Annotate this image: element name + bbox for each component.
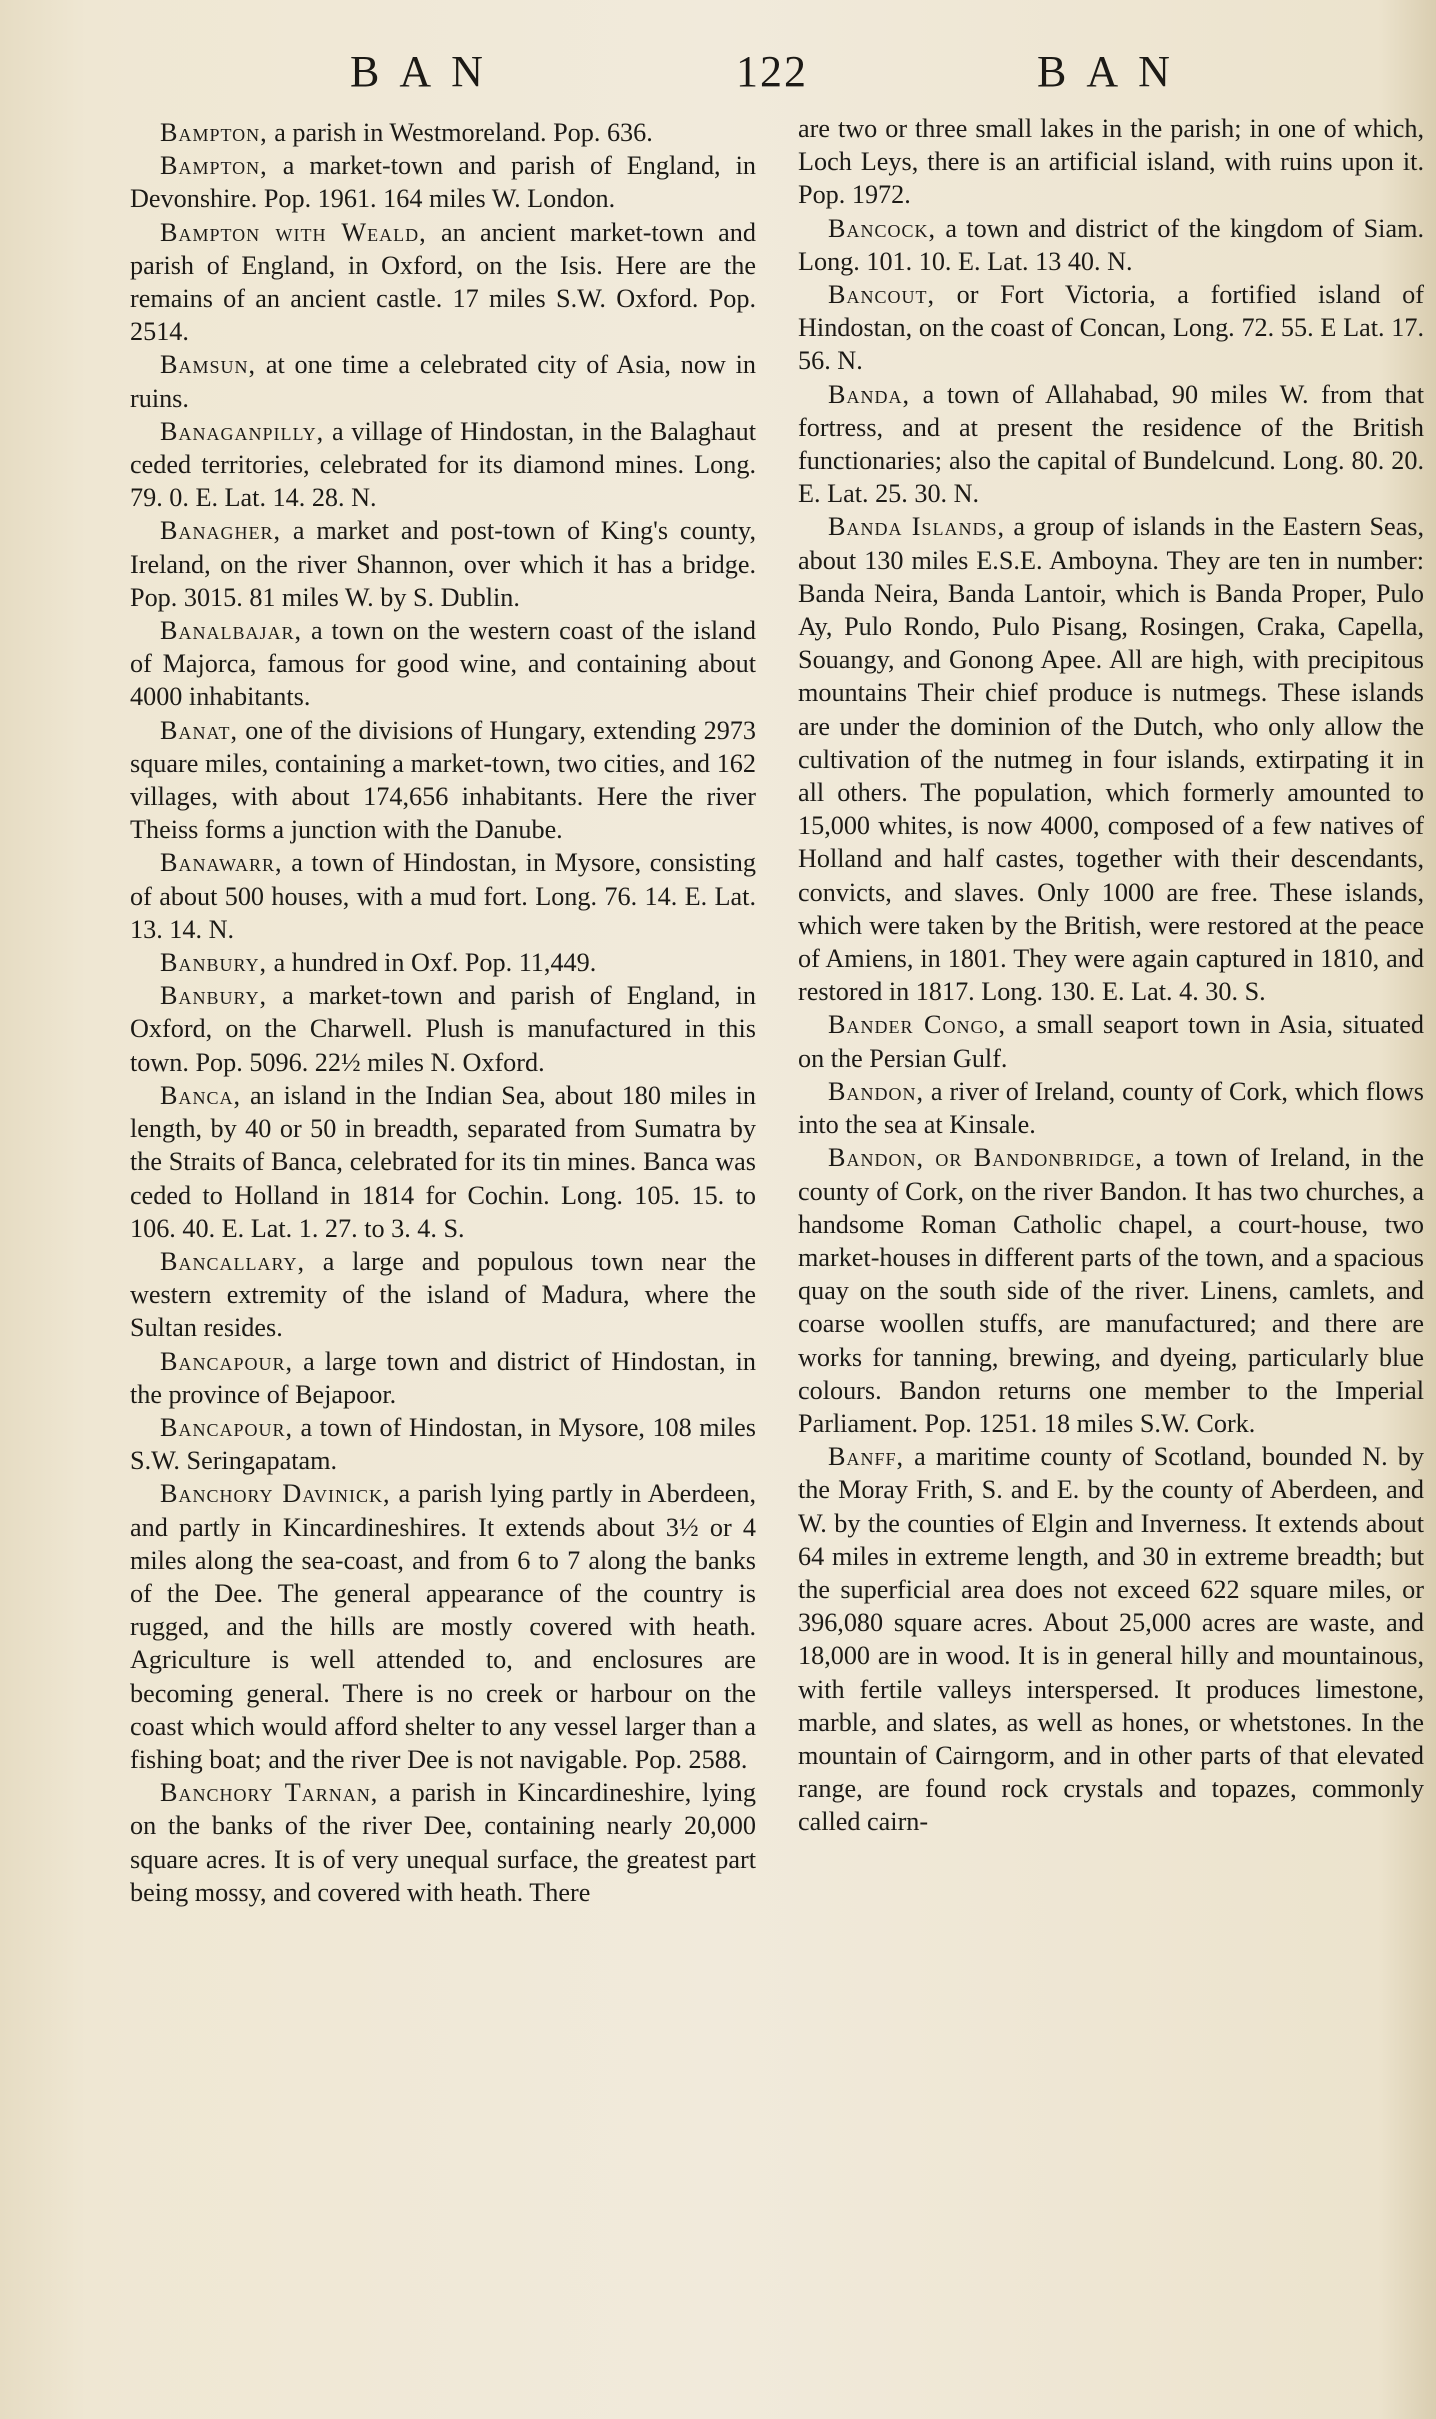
left-column [130, 116, 756, 1909]
entry-headword: Bampton, [160, 151, 268, 181]
entry-headword: Bancapour, [160, 1412, 294, 1442]
entry-headword: Banchory Tarnan, [160, 1778, 379, 1808]
entry-text: an ancient market-town and parish of England, in Oxford, on the Isis. Here are the remains of an ancient castle. 17 miles S.W. Oxford. Pop. 2514. [130, 217, 756, 347]
entry-text: are two or three small lakes in the parish; in one of which, Loch Leys, there is an artificial island, with ruins upon it. Pop. 1972. [798, 114, 1424, 210]
entry-headword: Banat, [160, 715, 239, 745]
gazetteer-entry [130, 149, 756, 215]
entry-text: or Fort Victoria, a fortified island of Hindostan, on the coast of Concan, Long. 72. 55. E Lat. 17. 56. N. [798, 280, 1424, 376]
entry-text: a large and populous town near the western extremity of the island of Madura, where the Sultan resides. [130, 1246, 756, 1343]
gazetteer-entry [130, 514, 756, 614]
entry-headword: Bampton, [160, 118, 268, 147]
entry-headword: Banda, [828, 379, 911, 409]
entry-headword: Bamsun, [160, 350, 257, 380]
entry-text: a parish in Westmoreland. Pop. 636. [267, 118, 653, 147]
gazetteer-entry [798, 510, 1424, 1008]
gazetteer-entry [130, 946, 756, 979]
gazetteer-entry [130, 979, 756, 1079]
entry-text: a river of Ireland, county of Cork, which flows into the sea at Kinsale. [798, 1076, 1424, 1140]
entry-text: one of the divisions of Hungary, extending 2973 square miles, containing a market-town, two cities, and 162 villages, with about 174,656 inhabitants. Here the river Theiss forms a junction with the Danube. [130, 715, 756, 845]
entry-text: a town of Hindostan, in Mysore, consisting of about 500 houses, with a mud fort. Long. 76. 14. E. Lat. 13. 14. N. [130, 848, 756, 944]
running-header [0, 46, 1436, 106]
gazetteer-entry [130, 116, 756, 149]
header-left-word: BAN [350, 47, 503, 96]
gazetteer-entry [130, 415, 756, 515]
entry-headword: Banbury, [160, 981, 268, 1011]
entry-text: a town on the western coast of the island of Majorca, famous for good wine, and containing about 4000 inhabitants. [130, 616, 756, 712]
entry-text: a town of Ireland, in the county of Cork, on the river Bandon. It has two churches, a handsome Roman Catholic chapel, a court-house, two market-houses in different parts of the town, and a spacious quay on the south side of the river. Linens, camlets, and coarse woollen stuffs, are manufactured; and there are works for tanning, brewing, and dyeing, particularly blue colours. Bandon returns one member to the Imperial Parliament. Pop. 1251. 18 miles S.W. Cork. [798, 1143, 1424, 1438]
gazetteer-entry [798, 212, 1424, 278]
entry-text: a market and post-town of King's county, Ireland, on the river Shannon, over which it has a bridge. Pop. 3015. 81 miles W. by S. Dublin. [130, 516, 756, 612]
entry-text: a parish in Kincardineshire, lying on the banks of the river Dee, containing nearly 20,000 square acres. It is of very unequal surface, the greatest part being mossy, and covered with heath. There [130, 1778, 756, 1907]
gazetteer-entry [798, 1141, 1424, 1440]
entry-headword: Banda Islands, [828, 512, 1006, 542]
entry-text: a town of Allahabad, 90 miles W. from that fortress, and at present the residence of the British functionaries; also the capital of Bundelcund. Long. 80. 20. E. Lat. 25. 30. N. [798, 379, 1424, 509]
entry-headword: Banagher, [160, 516, 282, 546]
entry-text: a market-town and parish of England, in Oxford, on the Charwell. Plush is manufactured in this town. Pop. 5096. 22½ miles N. Oxford. [130, 981, 756, 1077]
entry-headword: Banchory Davinick, [160, 1479, 391, 1509]
entry-text: a town of Hindostan, in Mysore, 108 miles S.W. Seringapatam. [130, 1412, 756, 1476]
gazetteer-entry [798, 112, 1424, 212]
entry-headword: Bandon, [828, 1076, 925, 1106]
entry-text: a market-town and parish of England, in Devonshire. Pop. 1961. 164 miles W. London. [130, 151, 756, 214]
gazetteer-entry [130, 614, 756, 714]
entry-headword: Banca, [160, 1080, 242, 1110]
gazetteer-entry [130, 1245, 756, 1345]
entry-headword: Banalbajar, [160, 616, 303, 646]
entry-text: a parish lying partly in Aberdeen, and partly in Kincardineshires. It extends about 3½ or 4 miles along the sea-coast, and from 6 to 7 along the banks of the Dee. The general appearance of the country is rugged, and the hills are mostly covered with heath. Agriculture is well attended to, and enclosures are becoming general. There is no creek or harbour on the coast which would afford shelter to any vessel larger than a fishing boat; and the river Dee is not navigable. Pop. 2588. [130, 1479, 757, 1774]
gazetteer-entry [130, 348, 756, 414]
entry-headword: Bancallary, [160, 1246, 306, 1276]
entry-text: a village of Hindostan, in the Balaghaut ceded territories, celebrated for its diamond mines. Long. 79. 0. E. Lat. 14. 28. N. [130, 416, 756, 513]
entry-text: a hundred in Oxf. Pop. 11,449. [267, 948, 597, 978]
entry-headword: Bandon, or Bandonbridge, [828, 1143, 1143, 1173]
gazetteer-entry [798, 278, 1424, 378]
gazetteer-entry [798, 378, 1424, 511]
entry-text: a small seaport town in Asia, situated on the Persian Gulf. [798, 1010, 1425, 1073]
entry-headword: Bander Congo, [828, 1010, 1007, 1040]
entry-text: a group of islands in the Eastern Seas, about 130 miles E.S.E. Amboyna. They are ten in number: Banda Neira, Banda Lantoir, which is Banda Proper, Pulo Ay, Pulo Rondo, Pulo Pisang, Rosingen, Craka, Capella, Souangy, and Gonong Apee. All are high, with precipitous mountains Their chief produce is nutmegs. These islands are under the dominion of the Dutch, who only allow the cultivation of the nutmeg in four islands, extirpating it in all others. The population, which formerly amounted to 15,000 whites, is now 4000, composed of a few natives of Holland and half castes, together with their descendants, convicts, and slaves. Only 1000 are free. These islands, which were taken by the British, were restored at the peace of Amiens, in 1801. They were again captured in 1810, and restored in 1817. Long. 130. E. Lat. 4. 30. S. [798, 512, 1424, 1007]
entry-headword: Banaganpilly, [160, 416, 325, 446]
entry-text: a large town and district of Hindostan, in the province of Bejapoor. [130, 1346, 756, 1409]
entry-headword: Banff, [828, 1442, 905, 1472]
entry-headword: Bancout, [828, 280, 936, 310]
gazetteer-entry [130, 846, 756, 946]
gazetteer-entry [798, 1440, 1424, 1838]
entry-headword: Banbury, [160, 948, 268, 978]
gazetteer-entry [130, 1079, 756, 1245]
entry-text: at one time a celebrated city of Asia, now in ruins. [130, 350, 756, 413]
entry-text: an island in the Indian Sea, about 180 miles in length, by 40 or 50 in breadth, separated from Sumatra by the Straits of Banca, celebrated for its tin mines. Banca was ceded to Holland in 1814 for Cochin. Long. 105. 15. to 106. 40. E. Lat. 1. 27. to 3. 4. S. [130, 1080, 756, 1243]
gazetteer-entry [130, 1776, 756, 1909]
entry-headword: Bampton with Weald, [160, 217, 427, 247]
gazetteer-entry [798, 1008, 1424, 1074]
gazetteer-entry [130, 1411, 756, 1477]
entry-headword: Banawarr, [160, 848, 283, 878]
gazetteer-entry [130, 216, 756, 349]
entry-text: a town and district of the kingdom of Siam. Long. 101. 10. E. Lat. 13 40. N. [798, 213, 1424, 276]
gazetteer-entry [130, 1477, 756, 1776]
entry-headword: Bancock, [828, 213, 937, 243]
gazetteer-entry [130, 1345, 756, 1411]
page-number: 122 [736, 47, 808, 96]
gazetteer-entry [798, 1075, 1424, 1141]
entry-text: a maritime county of Scotland, bounded N. by the Moray Frith, S. and E. by the county of Aberdeen, and W. by the counties of Elgin and Inverness. It extends about 64 miles in extreme length, and 30 in extreme breadth; but the superficial area does not exceed 622 square miles, or 396,080 square acres. About 25,000 acres are waste, and 18,000 are in wood. It is in general hilly and mountainous, with fertile valleys interspersed. It produces limestone, marble, and slates, as well as hones, or whetstones. In the mountain of Cairngorm, and in other parts of that elevated range, are found rock crystals and topazes, commonly called cairn- [798, 1442, 1424, 1837]
header-right-word: BAN [1037, 47, 1190, 96]
gazetteer-entry [130, 714, 756, 847]
right-column [798, 112, 1424, 1839]
entry-headword: Bancapour, [160, 1346, 294, 1376]
